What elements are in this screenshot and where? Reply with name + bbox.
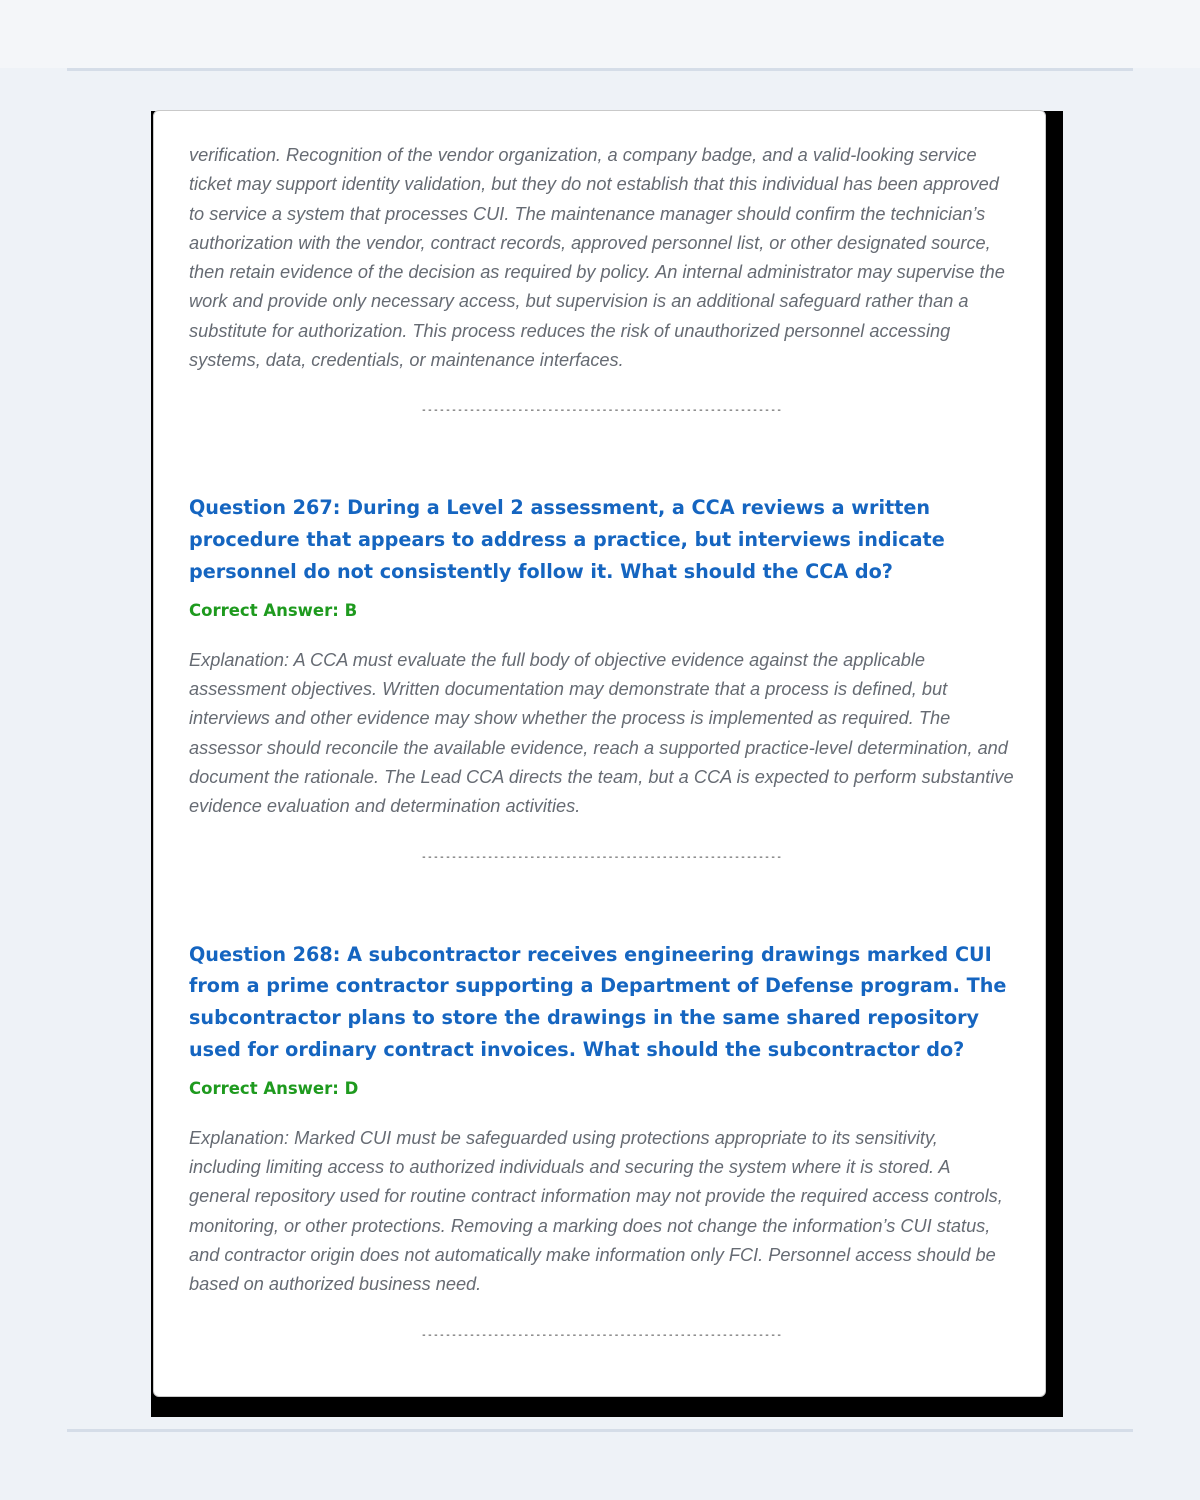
document-page [153, 110, 1046, 1397]
question-268: Question 268: A subcontractor receives engineering drawings marked CUI from a prime contractor supporting a Department of Defense program. The subcontractor plans to store the drawings in the same shared repository used for ordinary contract invoices. What should the subcontractor do? [189, 942, 1007, 1061]
separator-line: ------------------------------------------------------------ [420, 1329, 783, 1341]
separator-line: ------------------------------------------------------------ [420, 851, 783, 863]
page-content [189, 141, 1014, 1341]
top-divider [67, 68, 1133, 71]
viewer-top-bar [0, 0, 1200, 68]
question-267: Question 267: During a Level 2 assessment, a CCA reviews a written procedure that appears to address a practice, but interviews indicate personnel do not consistently follow it. What should the CCA do? [189, 496, 945, 583]
correct-answer-267: Correct Answer: B [189, 600, 358, 620]
separator-line: ------------------------------------------------------------ [420, 405, 783, 417]
correct-answer-268: Correct Answer: D [189, 1078, 359, 1098]
explanation-268: Explanation: Marked CUI must be safeguarded using protections appropriate to its sensitivity, including limiting access to authorized individuals and securing the system where it is stored. A general repository used for routine contract information may not provide the required access controls, monitoring, or other protections. Removing a marking does not change the information’s CUI status, and contractor origin does not automatically make information only FCI. Personnel access should be based on authorized business need. [189, 1127, 1003, 1295]
explanation-266-continued: verification. Recognition of the vendor organization, a company badge, and a valid-looking service ticket may support identity validation, but they do not establish that this individual has been approved to service a system that processes CUI. The maintenance manager should confirm the technician’s authorization with the vendor, contract records, approved personnel list, or other designated source, then retain evidence of the decision as required by policy. An internal administrator may supervise the work and provide only necessary access, but supervision is an additional safeguard rather than a substitute for authorization. This process reduces the risk of unauthorized personnel accessing systems, data, credentials, or maintenance interfaces. [189, 145, 1005, 371]
bottom-divider [67, 1429, 1133, 1432]
explanation-267: Explanation: A CCA must evaluate the full body of objective evidence against the applicable assessment objectives. Written documentation may demonstrate that a process is defined, but interviews and other evidence may show whether the process is implemented as required. The assessor should reconcile the available evidence, reach a supported practice-level determination, and document the rationale. The Lead CCA directs the team, but a CCA is expected to perform substantive evidence evaluation and determination activities. [189, 649, 1014, 817]
